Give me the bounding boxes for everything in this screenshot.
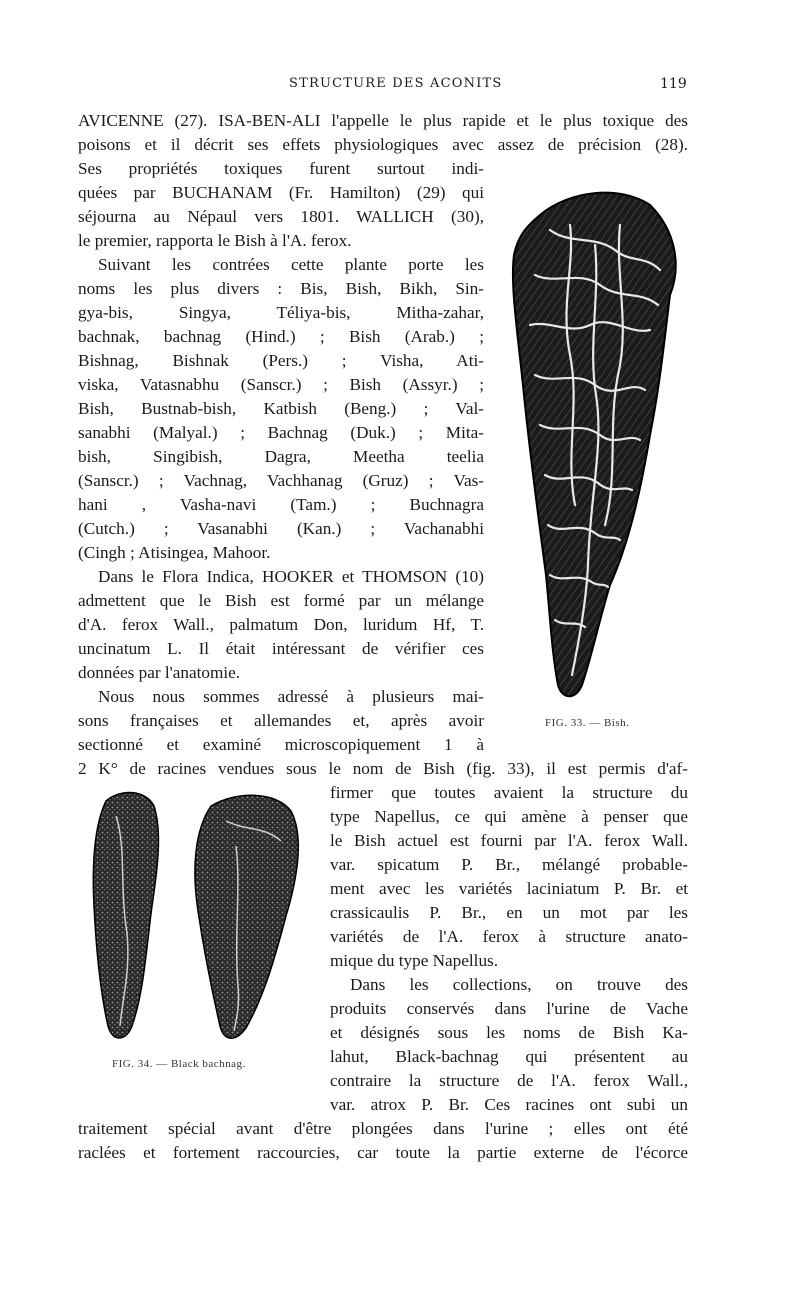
text-line: bish, Singibish, Dagra, Meetha teelia — [78, 447, 484, 466]
text-line: noms les plus divers : Bis, Bish, Bikh, Sin- — [78, 279, 484, 298]
text-line: contraire la structure de l'A. ferox Wall., — [330, 1071, 688, 1090]
text-line: var. atrox P. Br. Ces racines ont subi un — [330, 1095, 688, 1114]
text-line: produits conservés dans l'urine de Vache — [330, 999, 688, 1018]
running-head — [0, 76, 800, 96]
text-line: le Bish actuel est fourni par l'A. ferox Wall. — [330, 831, 688, 850]
text-line: d'A. ferox Wall., palmatum Don, luridum Hf, T. — [78, 615, 484, 634]
text-line: hani , Vasha-navi (Tam.) ; Buchnagra — [78, 495, 484, 514]
text-line: quées par BUCHANAM (Fr. Hamilton) (29) qui — [78, 183, 484, 202]
text-line: viska, Vatasnabhu (Sanscr.) ; Bish (Assyr.) ; — [78, 375, 484, 394]
text-line: Suivant les contrées cette plante porte les — [98, 255, 484, 274]
text-line: lahut, Black-bachnag qui présentent au — [330, 1047, 688, 1066]
text-line: crassicaulis P. Br., en un mot par les — [330, 903, 688, 922]
text-line: var. spicatum P. Br., mélangé probable- — [330, 855, 688, 874]
text-line: Bish, Bustnab-bish, Katbish (Beng.) ; Val- — [78, 399, 484, 418]
text-line: (Cingh ; Atisingea, Mahoor. — [78, 543, 271, 562]
text-line: AVICENNE (27). ISA-BEN-ALI l'appelle le plus rapide et le plus toxique des — [78, 111, 688, 130]
text-line: variétés de l'A. ferox à structure anato- — [330, 927, 688, 946]
figure-34-caption: FIG. 34. — Black bachnag. — [112, 1058, 246, 1070]
figure-33-bish-root — [500, 185, 690, 705]
text-line: 2 K° de racines vendues sous le nom de Bish (fig. 33), il est permis d'af- — [78, 759, 688, 778]
text-line: sectionné et examiné microscopiquement 1 à — [78, 735, 484, 754]
text-line: sanabhi (Malyal.) ; Bachnag (Duk.) ; Mita- — [78, 423, 484, 442]
text-line: séjourna au Népaul vers 1801. WALLICH (30), — [78, 207, 484, 226]
running-title: STRUCTURE DES ACONITS — [289, 76, 503, 91]
text-line: Ses propriétés toxiques furent surtout indi- — [78, 159, 484, 178]
text-line: le premier, rapporta le Bish à l'A. ferox. — [78, 231, 352, 250]
text-line: (Sanscr.) ; Vachnag, Vachhanag (Gruz) ; Vas- — [78, 471, 484, 490]
text-line: Nous nous sommes adressé à plusieurs mai- — [98, 687, 484, 706]
text-line: et désignés sous les noms de Bish Ka- — [330, 1023, 688, 1042]
text-line: type Napellus, ce qui amène à penser que — [330, 807, 688, 826]
text-line: données par l'anatomie. — [78, 663, 241, 682]
text-line: traitement spécial avant d'être plongées dans l'urine ; elles ont été — [78, 1119, 688, 1138]
text-line: Bishnag, Bishnak (Pers.) ; Visha, Ati- — [78, 351, 484, 370]
text-line: Dans le Flora Indica, HOOKER et THOMSON (10) — [98, 567, 484, 586]
text-line: poisons et il décrit ses effets physiologiques avec assez de précision (28). — [78, 135, 688, 154]
text-line: Dans les collections, on trouve des — [350, 975, 688, 994]
text-line: bachnak, bachnag (Hind.) ; Bish (Arab.) ; — [78, 327, 484, 346]
text-line: gya-bis, Singya, Téliya-bis, Mitha-zahar, — [78, 303, 484, 322]
text-line: ment avec les variétés laciniatum P. Br. et — [330, 879, 688, 898]
text-line: sons françaises et allemandes et, après avoir — [78, 711, 484, 730]
figure-34-black-bachnag-roots — [86, 786, 306, 1048]
text-line: admettent que le Bish est formé par un mélange — [78, 591, 484, 610]
figure-33-caption: FIG. 33. — Bish. — [545, 717, 630, 729]
text-line: mique du type Napellus. — [330, 951, 499, 970]
text-line: raclées et fortement raccourcies, car toute la partie externe de l'écorce — [78, 1143, 688, 1162]
text-line: uncinatum L. Il était intéressant de vérifier ces — [78, 639, 484, 658]
page-number: 119 — [660, 76, 687, 92]
text-line: (Cutch.) ; Vasanabhi (Kan.) ; Vachanabhi — [78, 519, 484, 538]
text-line: firmer que toutes avaient la structure du — [330, 783, 688, 802]
